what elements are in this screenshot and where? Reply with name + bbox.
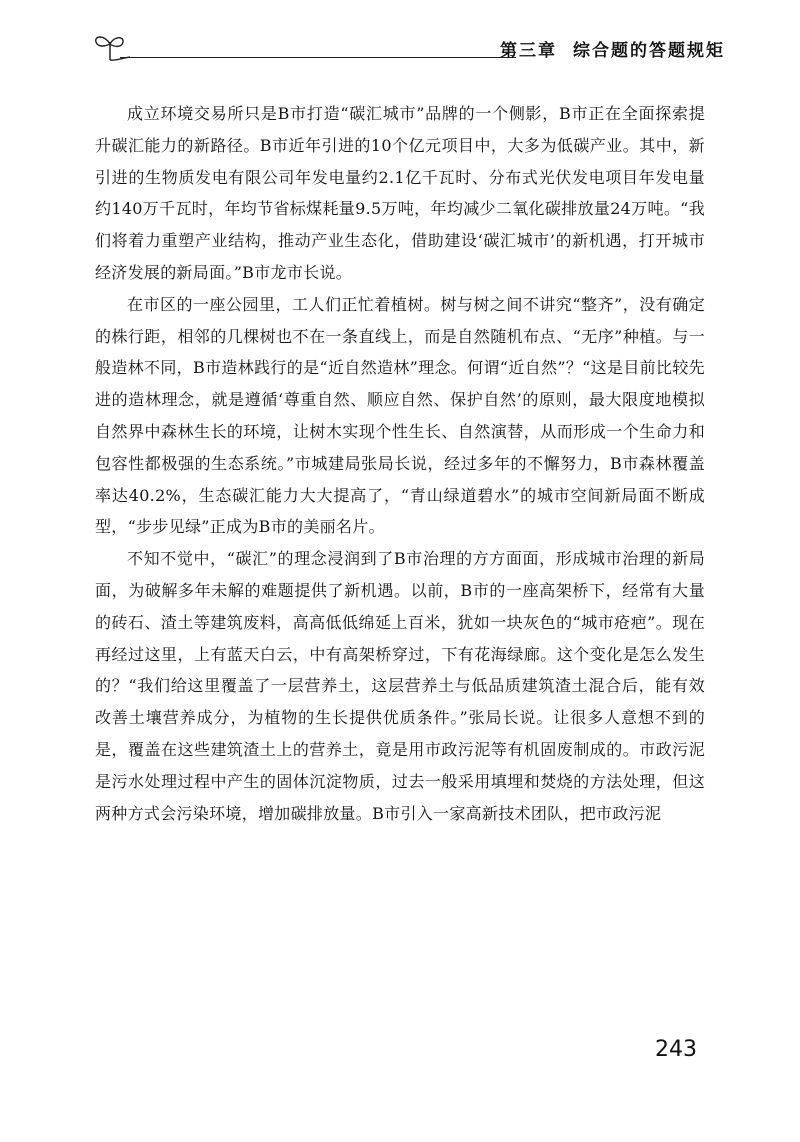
body-text [95, 98, 705, 829]
page-number: 243 [655, 1037, 697, 1062]
paragraph: 在市区的一座公园里，工人们正忙着植树。树与树之间不讲究“整齐”，没有确定的株行距，相邻的几棵树也不在一条直线上，而是自然随机布点、“无序”种植。与一般造林不同，B市造林践行的是“近自然造林”理念。何谓“近自然”？“这是目前比较先进的造林理念，就是遵循‘尊重自然、顺应自然、保护自然’的原则，最大限度地模拟自然界中森林生长的环境，让树木实现个性生长、自然演替，从而形成一个生命力和包容性都极强的生态系统。”市城建局张局长说，经过多年的不懈努力，B市森林覆盖率达40.2%，生态碳汇能力大大提高了，“青山绿道碧水”的城市空间新局面不断成型，“步步见绿”正成为B市的美丽名片。 [95, 294, 705, 537]
paragraph: 成立环境交易所只是B市打造“碳汇城市”品牌的一个侧影，B市正在全面探索提升碳汇能力的新路径。B市近年引进的10个亿元项目中，大多为低碳产业。其中，新引进的生物质发电有限公司年发电量约2.1亿千瓦时、分布式光伏发电项目年发电量约140万千瓦时，年均节省标煤耗量9.5万吨，年均减少二氧化碳排放量24万吨。“我们将着力重塑产业结构，推动产业生态化，借助建设‘碳汇城市’的新机遇，打开城市经济发展的新局面。”B市龙市长说。 [95, 104, 705, 282]
chapter-heading [500, 36, 725, 61]
chapter-label: 第三章 [500, 41, 557, 61]
paragraph: 不知不觉中，“碳汇”的理念浸润到了B市治理的方方面面，形成城市治理的新局面，为破解多年未解的难题提供了新机遇。以前，B市的一座高架桥下，经常有大量的砖石、渣土等建筑废料，高高低低绵延上百米，犹如一块灰色的“城市疮疤”。现在再经过这里，上有蓝天白云，中有高架桥穿过，下有花海绿廊。这个变化是怎么发生的？“我们给这里覆盖了一层营养土，这层营养土与低品质建筑渣土混合后，能有效改善土壤营养成分，为植物的生长提供优质条件。”张局长说。让很多人意想不到的是，覆盖在这些建筑渣土上的营养土，竟是用市政污泥等有机固废制成的。市政污泥是污水处理过程中产生的固体沉淀物质，过去一般采用填埋和焚烧的方法处理，但这两种方式会污染环境，增加碳排放量。B市引入一家高新技术团队，把市政污泥 [95, 549, 705, 823]
chapter-title: 综合题的答题规矩 [573, 41, 725, 61]
sprout-icon [90, 30, 130, 66]
running-header [90, 30, 725, 66]
header-rule [120, 57, 516, 58]
